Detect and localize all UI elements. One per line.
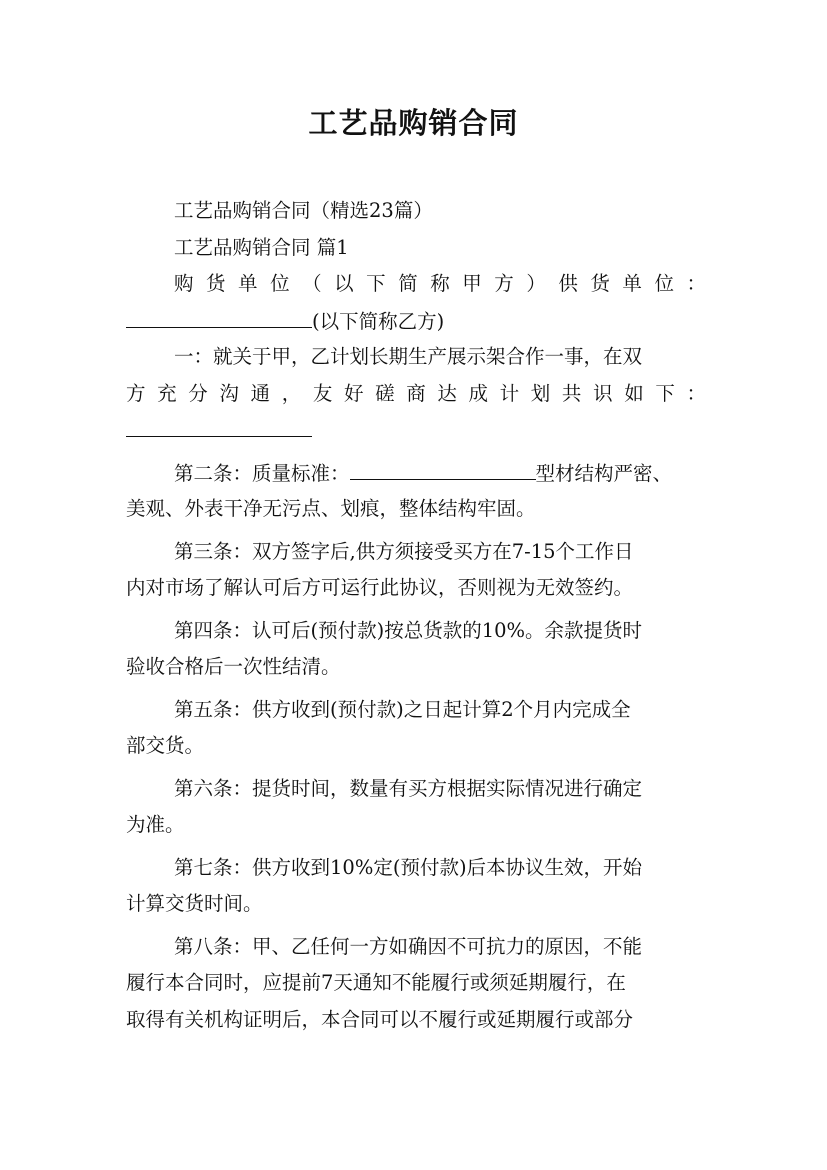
quality-standard-blank	[350, 455, 536, 480]
clause3-line2: 内对市场了解认可后方可运行此协议，否则视为无效签约。	[126, 576, 634, 599]
clause4-line2: 验收合格后一次性结清。	[126, 655, 341, 678]
party-line: 购货单位（以下简称甲方）供货单位：	[174, 272, 706, 295]
clause7-line2: 计算交货时间。	[126, 892, 263, 915]
supplier-blank	[126, 303, 312, 328]
clause5-line2: 部交货。	[126, 734, 205, 757]
clause1-line3	[126, 412, 706, 449]
clause8-line2: 履行本合同时，应提前7天通知不能履行或须延期履行，在	[126, 971, 626, 994]
clause6-line2: 为准。	[126, 813, 185, 836]
clause8-line1: 第八条：甲、乙任何一方如确因不可抗力的原因，不能	[174, 934, 643, 958]
clause8-line3: 取得有关机构证明后，本合同可以不履行或延期履行或部分	[126, 1007, 634, 1031]
clause1-blank	[126, 412, 312, 437]
clause7-line1: 第七条：供方收到10%定(预付款)后本协议生效，开始	[174, 855, 643, 879]
clause2-text: 型材结构严密、	[535, 461, 673, 485]
clause1-line1: 一：就关于甲，乙计划长期生产展示架合作一事，在双	[174, 345, 643, 368]
clause4-line1: 第四条：认可后(预付款)按总货款的10%。余款提货时	[174, 618, 643, 642]
clause2-label: 第二条：质量标准：	[174, 461, 350, 485]
chapter-heading: 工艺品购销合同 篇1	[174, 235, 349, 259]
party-line-2	[126, 303, 706, 340]
clause6-line1: 第六条：提货时间，数量有买方根据实际情况进行确定	[174, 776, 643, 800]
document-title: 工艺品购销合同	[308, 106, 519, 140]
document-body	[126, 193, 706, 1038]
clause1-line2: 方充分沟通，友好磋商达成计划共识如下：	[126, 381, 706, 405]
clause3-line1: 第三条：双方签字后,供方须接受买方在7-15个工作日	[174, 539, 634, 563]
clause2-line1	[126, 455, 706, 492]
party-suffix: (以下简称乙方)	[312, 309, 445, 333]
clause5-line1: 第五条：供方收到(预付款)之日起计算2个月内完成全	[174, 697, 631, 721]
clause2-line2: 美观、外表干净无污点、划痕，整体结构牢固。	[126, 497, 536, 520]
intro-line: 工艺品购销合同（精选23篇）	[174, 199, 433, 222]
